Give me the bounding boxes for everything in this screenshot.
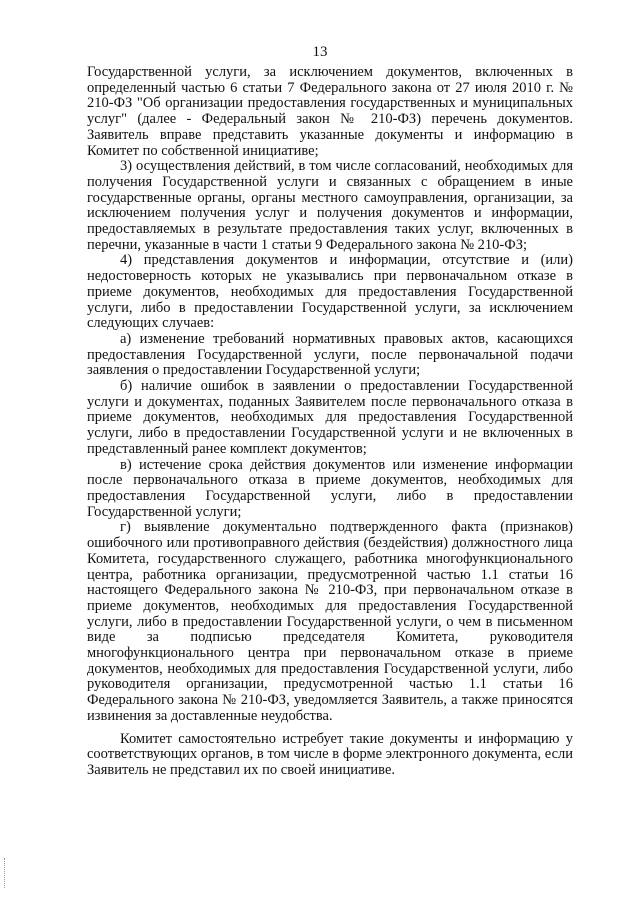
paragraph-item-3: 3) осуществления действий, в том числе согласований, необходимых для получения Государственной услуги и связанных с обращением в иные государственные органы, органы местного самоуправления, организации, за исключением получения услуг и получения документов и информации, предоставляемых в результате предоставления таких услуг, включенных в перечни, указанные в части 1 статьи 9 Федерального закона № 210-ФЗ; <box>87 158 573 253</box>
paragraph-continued-documents: Государственной услуги, за исключением документов, включенных в определенный частью 6 статьи 7 Федерального закона от 27 июля 2010 г. № 210-ФЗ "Об организации предоставления государственных и муниципальных услуг" (далее - Федеральный закон № 210-ФЗ) перечень документов. Заявитель вправе представить указанные документы и информацию в Комитет по собственной инициативе; <box>87 64 573 159</box>
page-number: 13 <box>312 44 328 60</box>
paragraph-committee-requests: Комитет самостоятельно истребует такие документы и информацию у соответствующих органов, в том числе в форме электронного документа, если Заявитель не представил их по своей инициативе. <box>87 730 573 778</box>
paragraph-subitem-a: а) изменение требований нормативных правовых актов, касающихся предоставления Государственной услуги, после первоначальной подачи заявления о предоставлении Государственной услуги; <box>87 330 573 379</box>
paragraph-subitem-b: б) наличие ошибок в заявлении о предоставлении Государственной услуги и документах, поданных Заявителем после первоначального отказа в приеме документов, необходимых для предоставления Государственной услуги, либо в предоставлении Государственной услуги и не включенных в представленный ранее комплект документов; <box>87 378 573 457</box>
document-body <box>87 65 573 779</box>
scan-margin-mark <box>4 858 6 888</box>
paragraph-subitem-g: г) выявление документально подтвержденного факта (признаков) ошибочного или противоправного действия (бездействия) должностного лица Комитета, государственного служащего, работника многофункционального центра, работника организации, предусмотренной частью 1.1 статьи 16 настоящего Федерального закона № 210-ФЗ, при первоначальном отказе в приеме документов, необходимых для предоставления Государственной услуги, либо в предоставлении Государственной услуги, о чем в письменном виде за подписью председателя Комитета, руководителя многофункционального центра при первоначальном отказе в приеме документов, необходимых для предоставления Государственной услуги, либо руководителя организации, предусмотренной частью 1.1 статьи 16 Федерального закона № 210-ФЗ, уведомляется Заявитель, а также приносятся извинения за доставленные неудобства. <box>87 519 573 724</box>
paragraph-item-4: 4) представления документов и информации, отсутствие и (или) недостоверность которых не указывались при первоначальном отказе в приеме документов, необходимых для предоставления Государственной услуги, либо в предоставлении Государственной услуги, за исключением следующих случаев: <box>87 252 573 332</box>
paragraph-subitem-v: в) истечение срока действия документов или изменение информации после первоначального отказа в приеме документов, необходимых для предоставления Государственной услуги, либо в предоставлении Государственной услуги; <box>87 456 573 520</box>
